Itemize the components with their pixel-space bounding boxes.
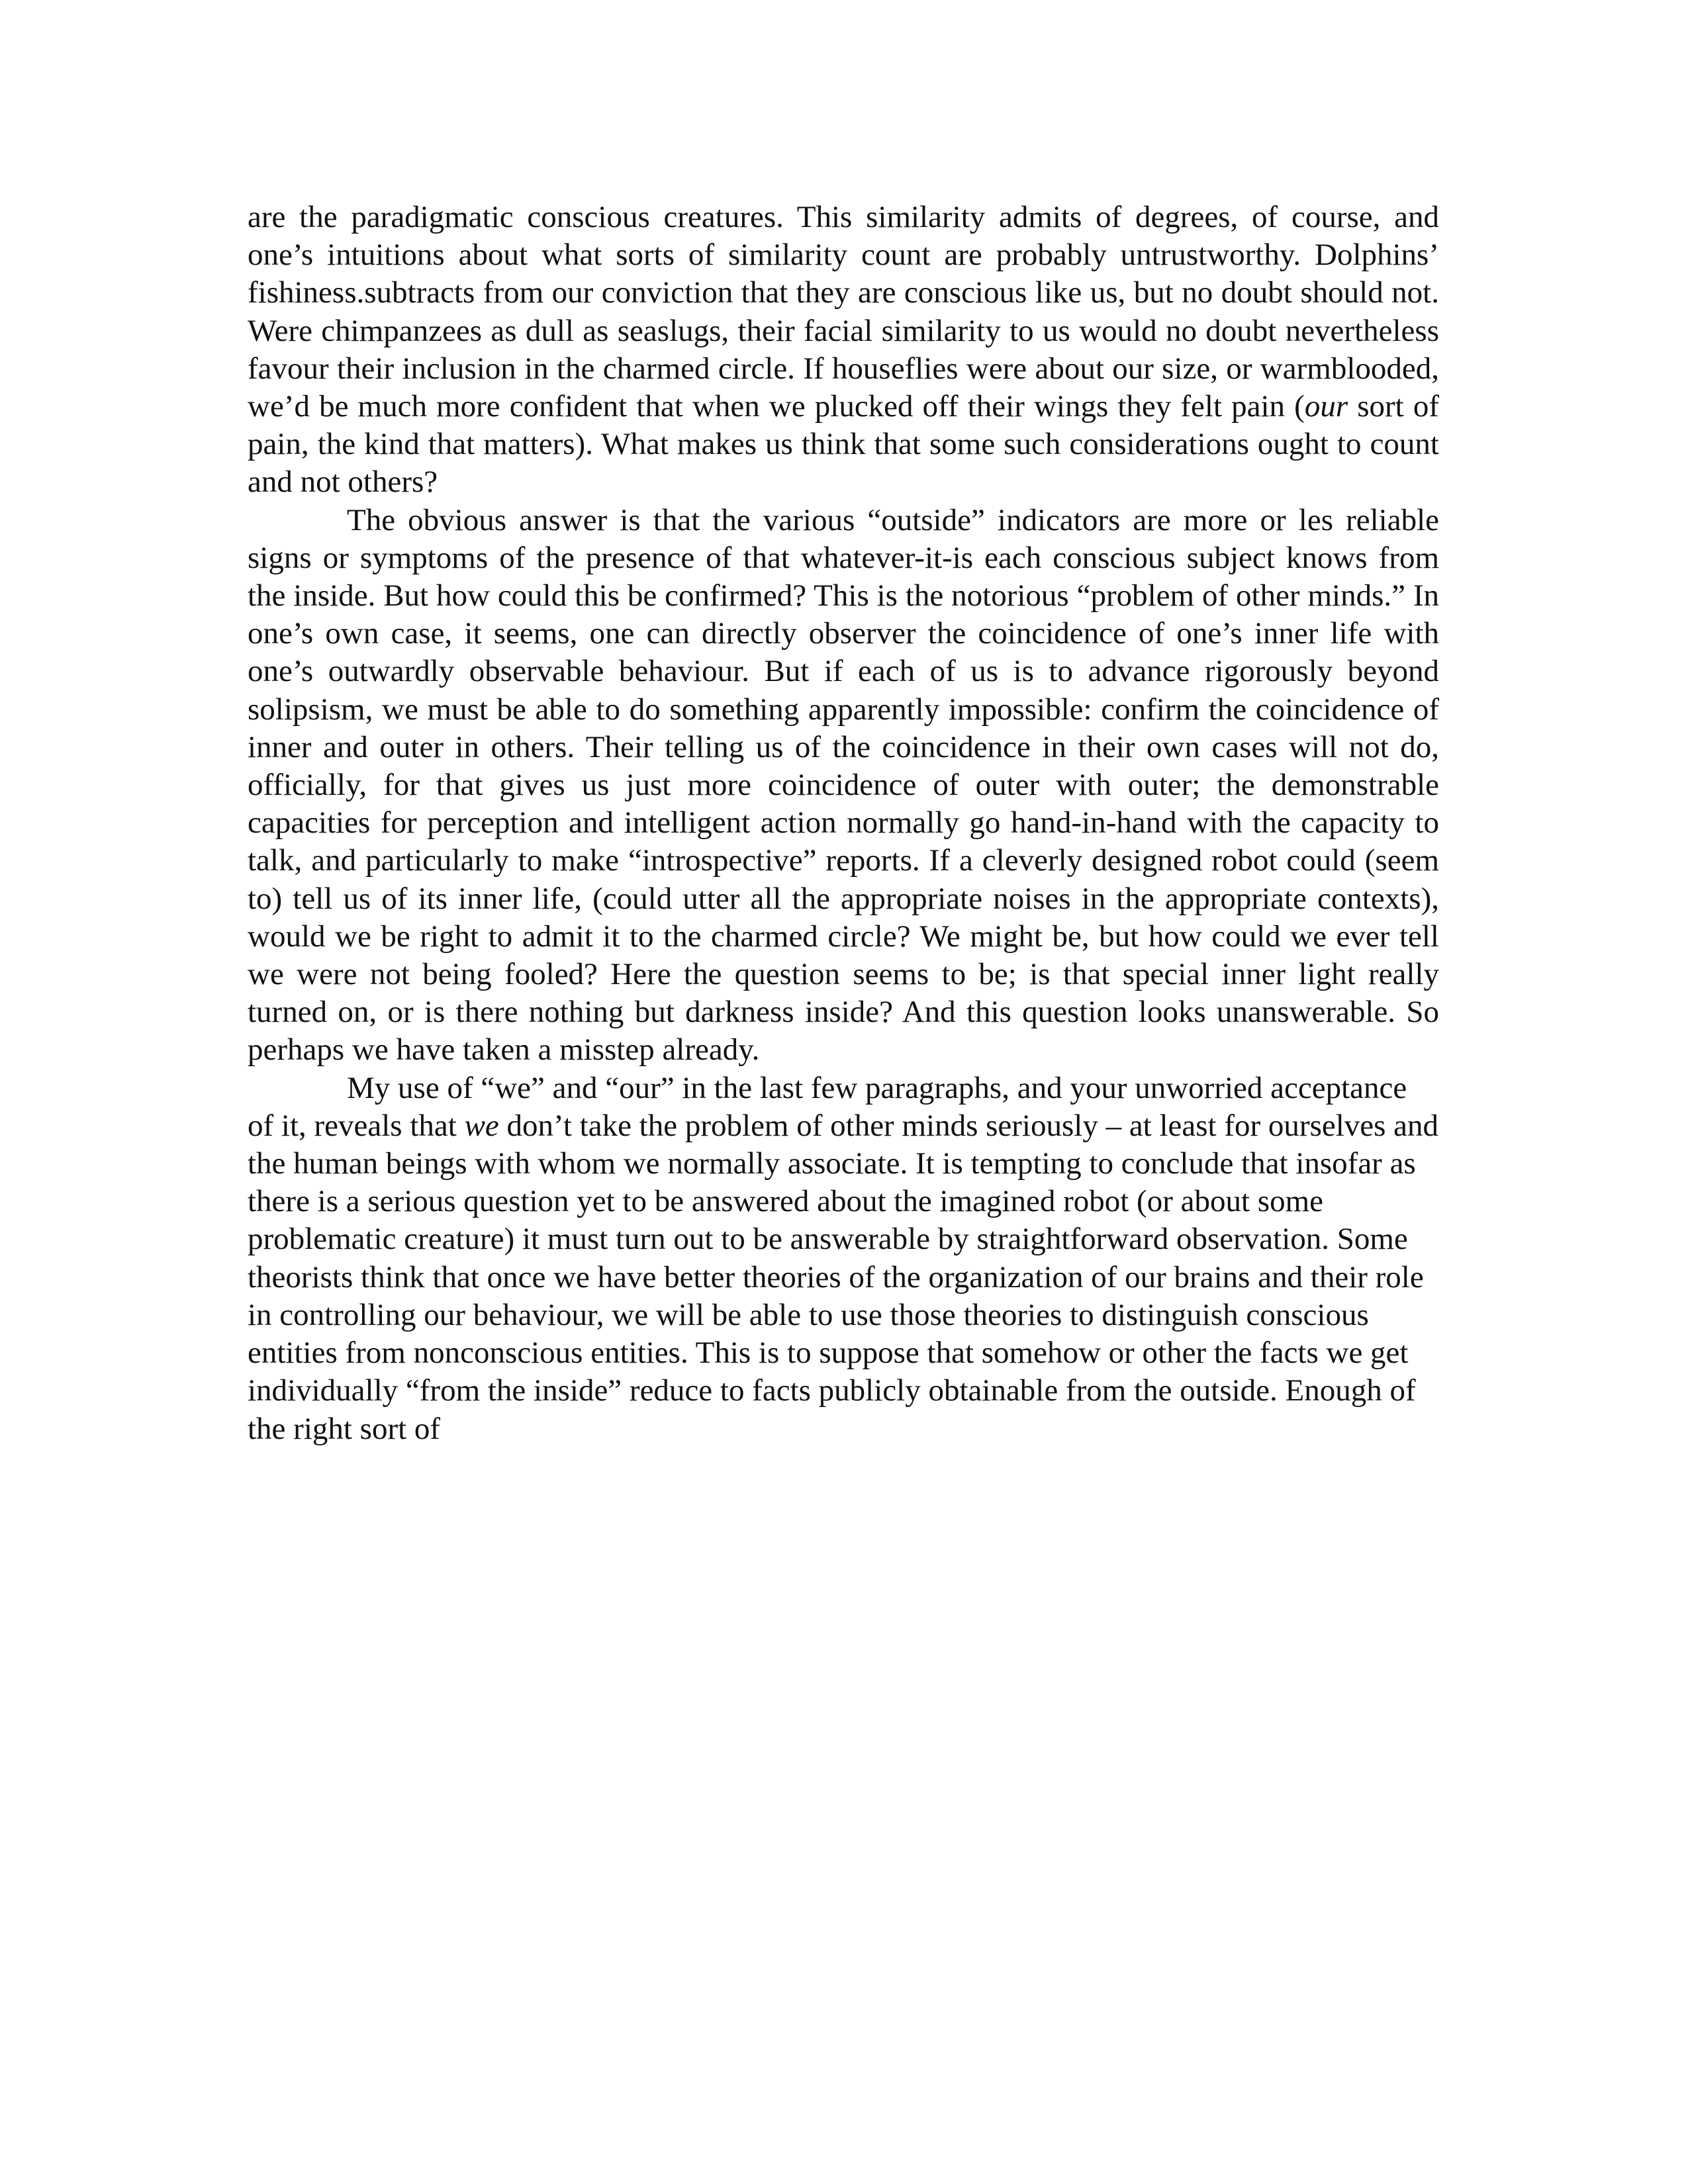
paragraph-3-text-a: My use of “we” and “our” in the last few paragraphs, and your unworried acceptance of it, reveals that <box>248 1070 1407 1143</box>
paragraph-3-text-b: don’t take the problem of other minds seriously – at least for ourselves and the human beings with whom we normally associate. It is tempting to conclude that insofar as there is a serious question yet to be answered about the imagined robot (or about some problematic creature) it must turn out to be answerable by straightforward observation. Some theorists think that once we have better theories of the organization of our brains and their role in controlling our behaviour, we will be able to use those theories to distinguish conscious entities from nonconscious entities. This is to suppose that somehow or other the facts we get individually “from the inside” reduce to facts publicly obtainable from the outside. Enough of the right sort of <box>248 1108 1439 1446</box>
paragraph-1-text-b: sort of pain, the kind that matters). What makes us think that some such considerations ought to count and not others? <box>248 389 1439 500</box>
paragraph-3 <box>248 1069 1439 1448</box>
paragraph-2: The obvious answer is that the various “outside” indicators are more or les reliable signs or symptoms of the presence of that whatever-it-is each conscious subject knows from the inside. But how could this be confirmed? This is the notorious “problem of other minds.” In one’s own case, it seems, one can directly observer the coincidence of one’s inner life with one’s outwardly observable behaviour. But if each of us is to advance rigorously beyond solipsism, we must be able to do something apparently impossible: confirm the coincidence of inner and outer in others. Their telling us of the coincidence in their own cases will not do, officially, for that gives us just more coincidence of outer with outer; the demonstrable capacities for perception and intelligent action normally go hand-in-hand with the capacity to talk, and particularly to make “introspective” reports. If a cleverly designed robot could (seem to) tell us of its inner life, (could utter all the appropriate noises in the appropriate contexts), would we be right to admit it to the charmed circle? We might be, but how could we ever tell we were not being fooled? Here the question seems to be; is that special inner light really turned on, or is there nothing but darkness inside? And this question looks unanswerable. So perhaps we have taken a misstep already. <box>248 502 1439 1068</box>
paragraph-3-emphasis: we <box>464 1108 499 1143</box>
paragraph-1-text-a: are the paradigmatic conscious creatures. This similarity admits of degrees, of course, and one’s intuitions about what sorts of similarity count are probably untrustworthy. Dolphins’ fishiness.subtracts from our conviction that they are conscious like us, but no doubt should not. Were chimpanzees as dull as seaslugs, their facial similarity to us would no doubt nevertheless favour their inclusion in the charmed circle. If houseflies were about our size, or warmblooded, we’d be much more confident that when we plucked off their wings they felt pain ( <box>248 200 1439 424</box>
paragraph-1-emphasis: our <box>1304 389 1348 424</box>
body-text <box>248 199 1439 1448</box>
paragraph-1 <box>248 199 1439 502</box>
